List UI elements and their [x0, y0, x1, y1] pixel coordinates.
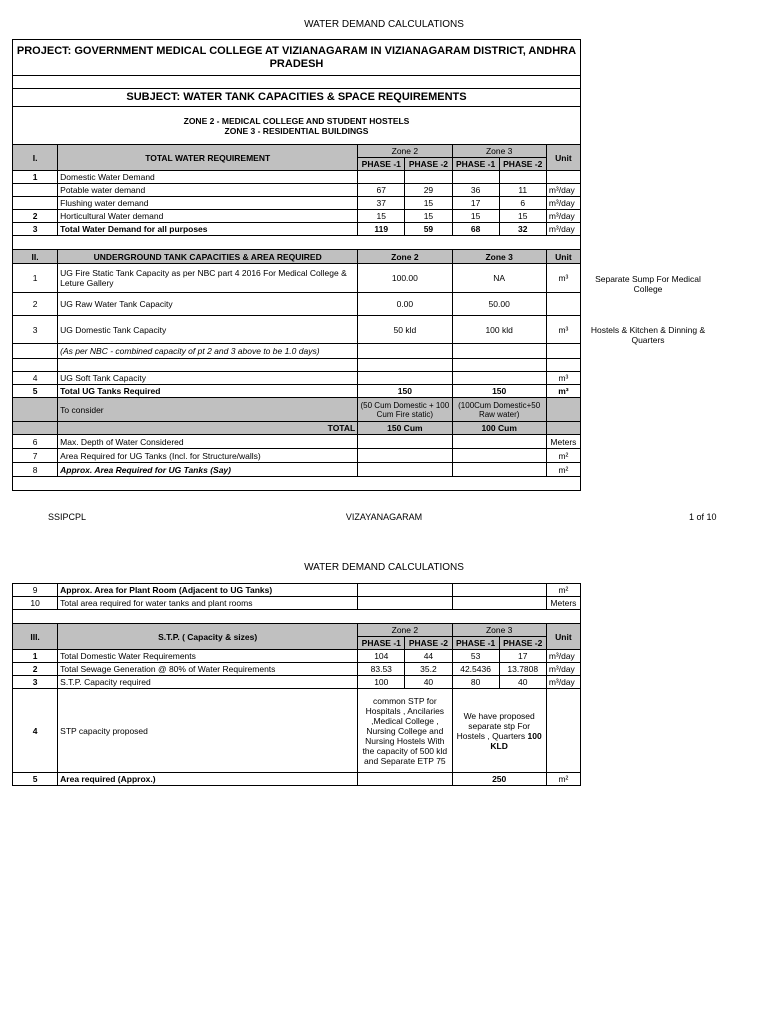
table-row: 2 Horticultural Water demand 15 15 15 15 m³/day	[13, 210, 581, 223]
table-row: 5 Total UG Tanks Required 150 150 m³	[13, 385, 581, 398]
zone3-header: Zone 3	[452, 624, 546, 637]
table-row: 2 UG Raw Water Tank Capacity 0.00 50.00	[13, 293, 581, 316]
footer-center: VIZAYANAGARAM	[345, 512, 423, 522]
phase-header: PHASE -2	[405, 158, 452, 171]
phase-header: PHASE -2	[499, 637, 546, 650]
page-header: WATER DEMAND CALCULATIONS	[304, 19, 464, 30]
footer-left: SSIPCPL	[48, 512, 87, 522]
zone3-header: Zone 3	[452, 145, 546, 158]
table-row: 4 UG Soft Tank Capacity m³	[13, 372, 581, 385]
section-number: III.	[13, 624, 58, 650]
section-title: UNDERGROUND TANK CAPACITIES & AREA REQUIRED	[58, 250, 358, 264]
phase-header: PHASE -1	[452, 637, 499, 650]
table-row: 6 Max. Depth of Water Considered Meters	[13, 435, 581, 449]
table-row: (As per NBC - combined capacity of pt 2 and 3 above to be 1.0 days)	[13, 344, 581, 359]
table-row: Flushing water demand 37 15 17 6 m³/day	[13, 197, 581, 210]
table-row: 3 Total Water Demand for all purposes 119 59 68 32 m³/day	[13, 223, 581, 236]
table-row: 1 Domestic Water Demand	[13, 171, 581, 184]
unit-header: Unit	[546, 145, 580, 171]
table-row: 9 Approx. Area for Plant Room (Adjacent to UG Tanks) m²	[13, 584, 581, 597]
table-row: 7 Area Required for UG Tanks (Incl. for Structure/walls) m²	[13, 449, 581, 463]
table-row: 3 S.T.P. Capacity required 100 40 80 40 m³/day	[13, 676, 581, 689]
table-row: 10 Total area required for water tanks and plant rooms Meters	[13, 597, 581, 610]
phase-header: PHASE -2	[499, 158, 546, 171]
table-row: 4 STP capacity proposed common STP for Hospitals , Ancilaries ,Medical College , Nursing College and Nursing Hostels With the capacity of 500 kld and Separate ETP 75 We have proposed separate stp For Hostels , Quarters 100 KLD	[13, 689, 581, 773]
table-row: 1 Total Domestic Water Requirements 104 44 53 17 m³/day	[13, 650, 581, 663]
stp-table	[12, 583, 581, 786]
section-title: S.T.P. ( Capacity & sizes)	[58, 624, 358, 650]
zone2-header: Zone 2	[358, 250, 452, 264]
phase-header: PHASE -1	[358, 637, 405, 650]
table-row: 2 Total Sewage Generation @ 80% of Water Requirements 83.53 35.2 42.5436 13.7808 m³/day	[13, 663, 581, 676]
table-row: TOTAL 150 Cum 100 Cum	[13, 422, 581, 435]
page-header: WATER DEMAND CALCULATIONS	[304, 562, 464, 573]
table-row: 1 UG Fire Static Tank Capacity as per NBC part 4 2016 For Medical College & Leture Gallery 100.00 NA m³	[13, 264, 581, 293]
phase-header: PHASE -1	[358, 158, 405, 171]
zone-description: ZONE 2 - MEDICAL COLLEGE AND STUDENT HOSTELS ZONE 3 - RESIDENTIAL BUILDINGS	[13, 107, 581, 145]
unit-header: Unit	[546, 624, 580, 650]
section-title: TOTAL WATER REQUIREMENT	[58, 145, 358, 171]
phase-header: PHASE -2	[405, 637, 452, 650]
table-row: 5 Area required (Approx.) 250 m²	[13, 773, 581, 786]
project-title: PROJECT: GOVERNMENT MEDICAL COLLEGE AT VIZIANAGARAM IN VIZIANAGARAM DISTRICT, ANDHRA PRADESH	[13, 40, 581, 76]
table-row: 3 UG Domestic Tank Capacity 50 kld 100 kld m³	[13, 316, 581, 344]
phase-header: PHASE -1	[452, 158, 499, 171]
water-tank-table	[12, 39, 581, 491]
unit-header: Unit	[546, 250, 580, 264]
side-note: Separate Sump For Medical College	[595, 274, 701, 294]
zone2-header: Zone 2	[358, 624, 452, 637]
zone3-header: Zone 3	[452, 250, 546, 264]
subject-title: SUBJECT: WATER TANK CAPACITIES & SPACE REQUIREMENTS	[13, 89, 581, 107]
section-number: I.	[13, 145, 58, 171]
table-row: To consider (50 Cum Domestic + 100 Cum Fire static) (100Cum Domestic+50 Raw water)	[13, 398, 581, 422]
footer-page-number: 1 of 10	[689, 512, 717, 522]
zone2-header: Zone 2	[358, 145, 452, 158]
table-row: Potable water demand 67 29 36 11 m³/day	[13, 184, 581, 197]
table-row: 8 Approx. Area Required for UG Tanks (Say) m²	[13, 463, 581, 477]
side-note: Hostels & Kitchen & Dinning & Quarters	[590, 325, 706, 345]
section-number: II.	[13, 250, 58, 264]
